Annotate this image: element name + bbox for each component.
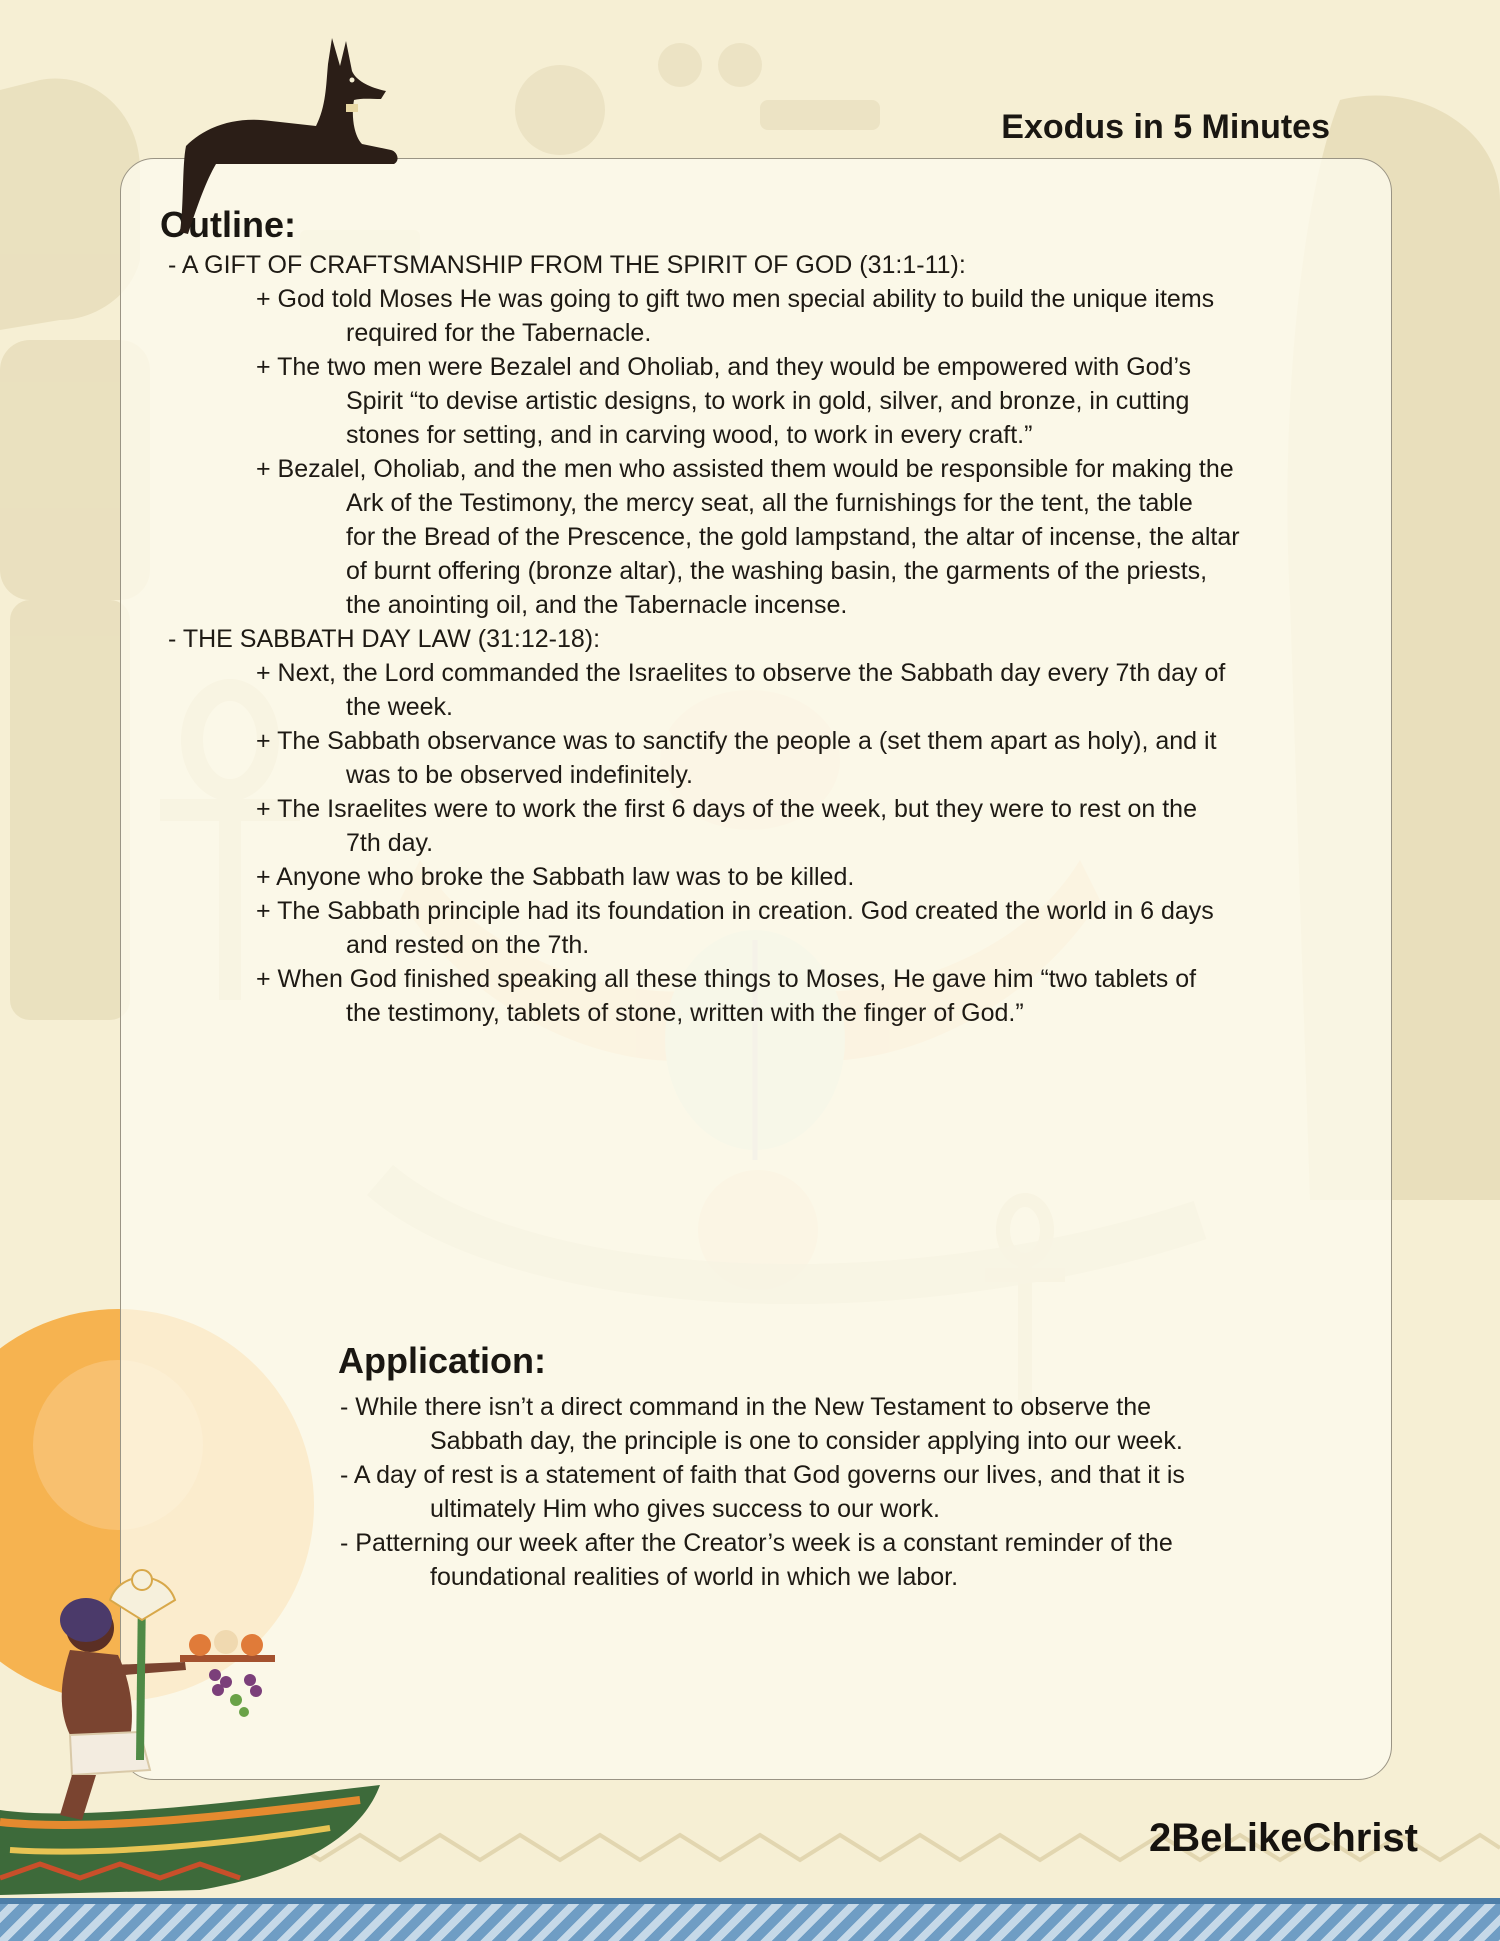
outline-list	[168, 248, 1368, 1030]
outline-point-continuation: the anointing oil, and the Tabernacle incense.	[346, 591, 848, 619]
outline-point: + Next, the Lord commanded the Israelites to observe the Sabbath day every 7th day of	[256, 659, 1226, 687]
outline-point: + Anyone who broke the Sabbath law was to be killed.	[256, 863, 855, 891]
application-point-continuation: ultimately Him who gives success to our work.	[430, 1495, 940, 1523]
application-point-continuation: Sabbath day, the principle is one to consider applying into our week.	[430, 1427, 1183, 1455]
outline-topic: - THE SABBATH DAY LAW (31:12-18):	[168, 625, 601, 653]
outline-point-continuation: Ark of the Testimony, the mercy seat, all the furnishings for the tent, the table	[346, 489, 1193, 517]
outline-point-continuation: 7th day.	[346, 829, 434, 857]
outline-point: + God told Moses He was going to gift two men special ability to build the unique items	[256, 285, 1215, 313]
outline-heading: Outline:	[160, 204, 296, 245]
kneeling-offering-figure-icon	[0, 1560, 400, 1900]
outline-point-continuation: the testimony, tablets of stone, written with the finger of God.”	[346, 999, 1024, 1027]
anubis-jackal-icon	[176, 36, 406, 236]
application-point: - Patterning our week after the Creator’s week is a constant reminder of the	[340, 1529, 1173, 1557]
document-title: Exodus in 5 Minutes	[1001, 108, 1330, 146]
application-list	[340, 1390, 1300, 1594]
outline-point-continuation: for the Bread of the Prescence, the gold lampstand, the altar of incense, the altar	[346, 523, 1240, 551]
outline-point: + The two men were Bezalel and Oholiab, and they would be empowered with God’s	[256, 353, 1192, 381]
outline-point: + Bezalel, Oholiab, and the men who assisted them would be responsible for making the	[256, 455, 1234, 483]
application-point: - While there isn’t a direct command in the New Testament to observe the	[340, 1393, 1152, 1421]
outline-point: + The Sabbath principle had its foundation in creation. God created the world in 6 days	[256, 897, 1214, 925]
outline-point: + The Sabbath observance was to sanctify the people a (set them apart as holy), and it	[256, 727, 1217, 755]
outline-point: + The Israelites were to work the first 6 days of the week, but they were to rest on the	[256, 795, 1197, 823]
outline-point: + When God finished speaking all these things to Moses, He gave him “two tablets of	[256, 965, 1197, 993]
outline-point-continuation: stones for setting, and in carving wood, to work in every craft.”	[346, 421, 1033, 449]
brand-logo-text: 2BeLikeChrist	[1149, 1816, 1418, 1860]
outline-point-continuation: and rested on the 7th.	[346, 931, 590, 959]
outline-topic: - A GIFT OF CRAFTSMANSHIP FROM THE SPIRIT OF GOD (31:1-11):	[168, 251, 966, 279]
outline-point-continuation: required for the Tabernacle.	[346, 319, 652, 347]
outline-point-continuation: the week.	[346, 693, 454, 721]
outline-point-continuation: Spirit “to devise artistic designs, to work in gold, silver, and bronze, in cutting	[346, 387, 1190, 415]
application-heading: Application:	[338, 1340, 546, 1381]
application-point-continuation: foundational realities of world in which we labor.	[430, 1563, 959, 1591]
application-point: - A day of rest is a statement of faith that God governs our lives, and that it is	[340, 1461, 1185, 1489]
outline-point-continuation: of burnt offering (bronze altar), the washing basin, the garments of the priests,	[346, 557, 1208, 585]
footer-wave-band	[0, 1898, 1500, 1941]
outline-point-continuation: was to be observed indefinitely.	[346, 761, 693, 789]
